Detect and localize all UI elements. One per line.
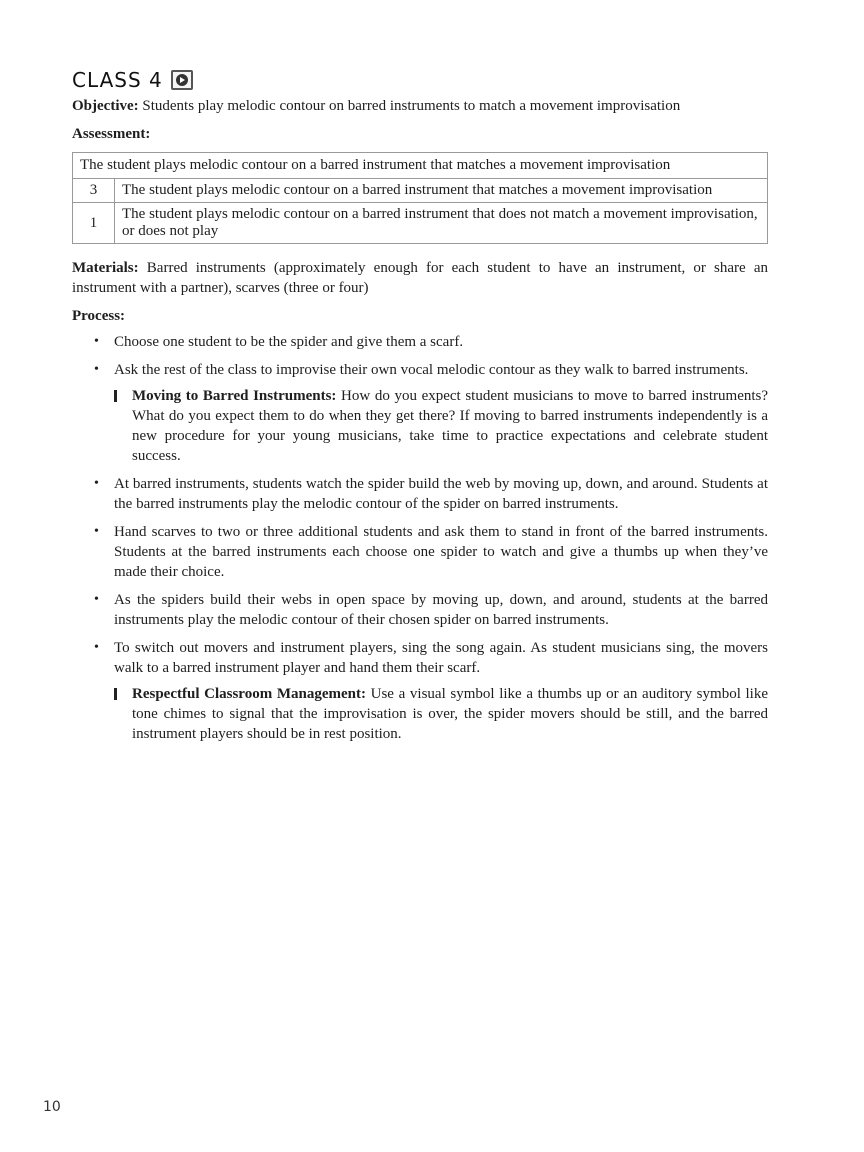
materials — [72, 258, 768, 298]
note-bar-icon — [114, 688, 117, 700]
step-text: Choose one student to be the spider and give them a scarf. — [114, 334, 464, 350]
note-label: Respectful Classroom Management: — [132, 686, 366, 702]
step-text: Hand scarves to two or three additional students and ask them to stand in front of the barred instruments. Students at the barred instruments each choose one spider to watch and give a thumbs up when they’ve made their choice. — [114, 524, 768, 580]
teaching-note — [114, 386, 768, 466]
note-text: Use a visual symbol like a thumbs up or an auditory symbol like tone chimes to signal that the improvisation is over, the spider movers should be still, and the barred instrument players should be in rest position. — [132, 686, 768, 742]
assessment-rubric-table — [72, 152, 768, 244]
objective-label: Objective: — [72, 98, 139, 114]
rubric-score: 1 — [73, 203, 115, 244]
class-heading — [72, 66, 768, 94]
process-step — [72, 522, 768, 582]
process-step — [72, 332, 768, 352]
teaching-note — [114, 684, 768, 744]
process-steps — [72, 332, 768, 744]
process-step — [72, 590, 768, 630]
bullet-icon: • — [94, 476, 99, 491]
process-step — [72, 360, 768, 466]
process-step — [72, 474, 768, 514]
objective — [72, 96, 768, 116]
materials-text: Barred instruments (approximately enough for each student to have an instrument, or share an instrument with a partner), scarves (three or four) — [72, 260, 768, 296]
rubric-row — [73, 203, 768, 244]
objective-text: Students play melodic contour on barred instruments to match a movement improvisation — [138, 98, 681, 114]
bullet-icon: • — [94, 592, 99, 607]
page-number: 10 — [43, 1099, 61, 1115]
process-step — [72, 638, 768, 744]
note-label: Moving to Barred Instruments: — [132, 388, 337, 404]
rubric-row — [73, 179, 768, 203]
step-text: As the spiders build their webs in open space by moving up, down, and around, students at the barred instruments play the melodic contour of their chosen spider on barred instruments. — [114, 592, 768, 628]
step-text: Ask the rest of the class to improvise their own vocal melodic contour as they walk to barred instruments. — [114, 362, 749, 378]
rubric-description: The student plays melodic contour on a barred instrument that does not match a movement improvisation, or does not play — [115, 203, 768, 244]
bullet-icon: • — [94, 640, 99, 655]
note-bar-icon — [114, 390, 117, 402]
materials-label: Materials: — [72, 260, 139, 276]
step-text: To switch out movers and instrument players, sing the song again. As student musicians sing, the movers walk to a barred instrument player and hand them their scarf. — [114, 640, 768, 676]
bullet-icon: • — [94, 362, 99, 377]
rubric-header-row — [73, 153, 768, 179]
bullet-icon: • — [94, 524, 99, 539]
lesson-page — [72, 66, 768, 752]
note-text: How do you expect student musicians to move to barred instruments? What do you expect them to do when they get there? If moving to barred instruments independently is a new procedure for your young musicians, take time to practice expectations and celebrate student success. — [132, 388, 769, 464]
rubric-description: The student plays melodic contour on a barred instrument that matches a movement improvisation — [115, 179, 768, 203]
process-label: Process: — [72, 308, 126, 324]
rubric-header: The student plays melodic contour on a barred instrument that matches a movement improvisation — [73, 153, 768, 179]
class-title: CLASS 4 — [72, 68, 163, 92]
assessment-label: Assessment: — [72, 126, 151, 142]
bullet-icon: • — [94, 334, 99, 349]
video-play-icon[interactable] — [171, 70, 193, 90]
rubric-score: 3 — [73, 179, 115, 203]
step-text: At barred instruments, students watch the spider build the web by moving up, down, and around. Students at the barred instruments play the melodic contour of the spider on barred instruments. — [114, 476, 768, 512]
